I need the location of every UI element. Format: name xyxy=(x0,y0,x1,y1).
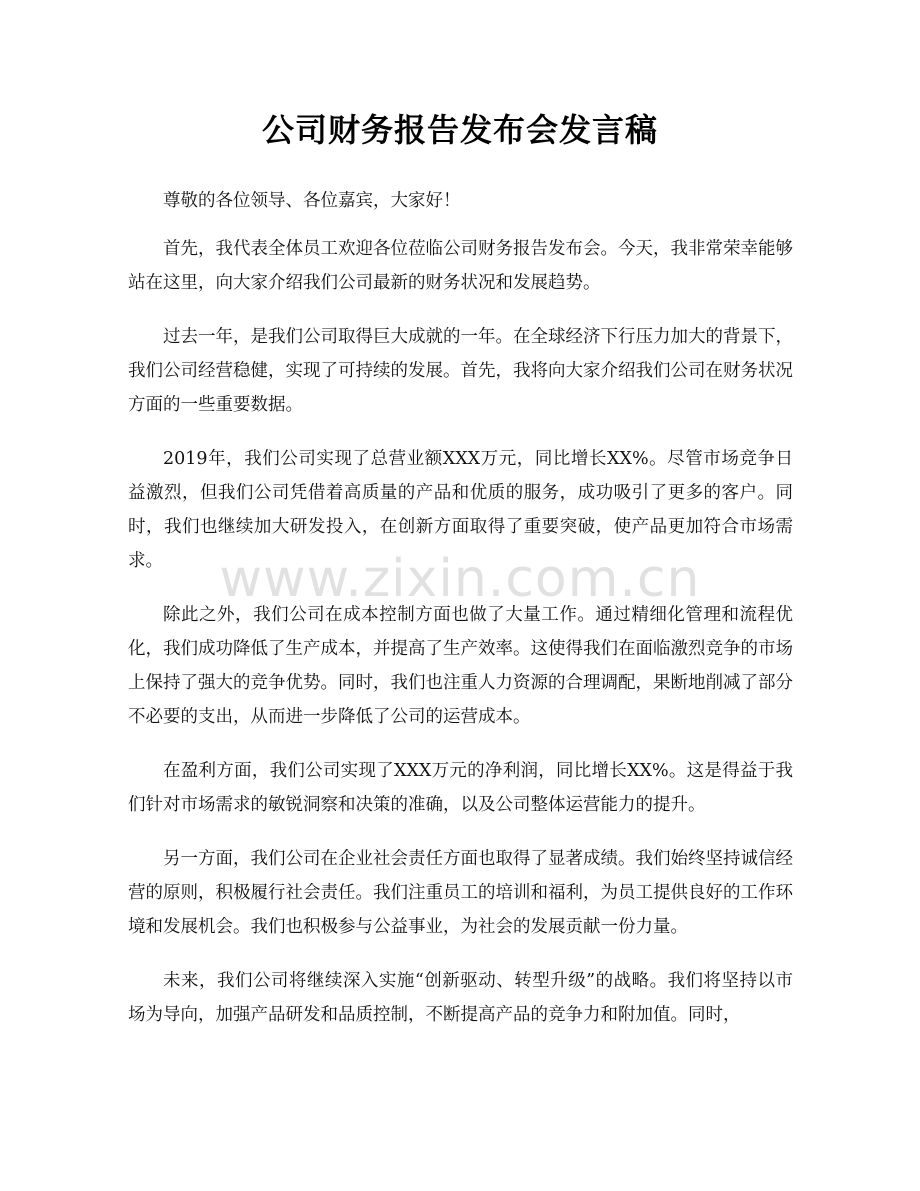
paragraph-profit: 在盈利方面，我们公司实现了XXX万元的净利润，同比增长XX%。这是得益于我们针对市场需求的敏锐洞察和决策的准确，以及公司整体运营能力的提升。 xyxy=(128,761,793,815)
document-body xyxy=(128,184,793,1052)
paragraph-cost-control: 除此之外，我们公司在成本控制方面也做了大量工作。通过精细化管理和流程优化，我们成功降低了生产成本，并提高了生产效率。这使得我们在面临激烈竞争的市场上保持了强大的竞争优势。同时，我们也注重人力资源的合理调配，果断地削减了部分不必要的支出，从而进一步降低了公司的运营成本。 xyxy=(128,605,793,727)
paragraph-revenue: 2019年，我们公司实现了总营业额XXX万元，同比增长XX%。尽管市场竞争日益激烈，但我们公司凭借着高质量的产品和优质的服务，成功吸引了更多的客户。同时，我们也继续加大研发投入，在创新方面取得了重要突破，使产品更加符合市场需求。 xyxy=(128,449,793,571)
paragraph-welcome: 首先，我代表全体员工欢迎各位莅临公司财务报告发布会。今天，我非常荣幸能够站在这里，向大家介绍我们公司最新的财务状况和发展趋势。 xyxy=(128,239,793,293)
document-title: 公司财务报告发布会发言稿 xyxy=(261,111,658,149)
watermark: www.zixin.com.cn xyxy=(219,549,701,609)
paragraph-greeting: 尊敬的各位领导、各位嘉宾，大家好！ xyxy=(163,191,461,211)
paragraph-social-responsibility: 另一方面，我们公司在企业社会责任方面也取得了显著成绩。我们始终坚持诚信经营的原则，积极履行社会责任。我们注重员工的培训和福利，为员工提供良好的工作环境和发展机会。我们也积极参与公益事业，为社会的发展贡献一份力量。 xyxy=(128,849,793,937)
paragraph-future: 未来，我们公司将继续深入实施“创新驱动、转型升级”的战略。我们将坚持以市场为导向，加强产品研发和品质控制，不断提高产品的竞争力和附加值。同时， xyxy=(128,971,793,1025)
paragraph-past-year: 过去一年，是我们公司取得巨大成就的一年。在全球经济下行压力加大的背景下，我们公司经营稳健，实现了可持续的发展。首先，我将向大家介绍我们公司在财务状况方面的一些重要数据。 xyxy=(128,327,793,415)
